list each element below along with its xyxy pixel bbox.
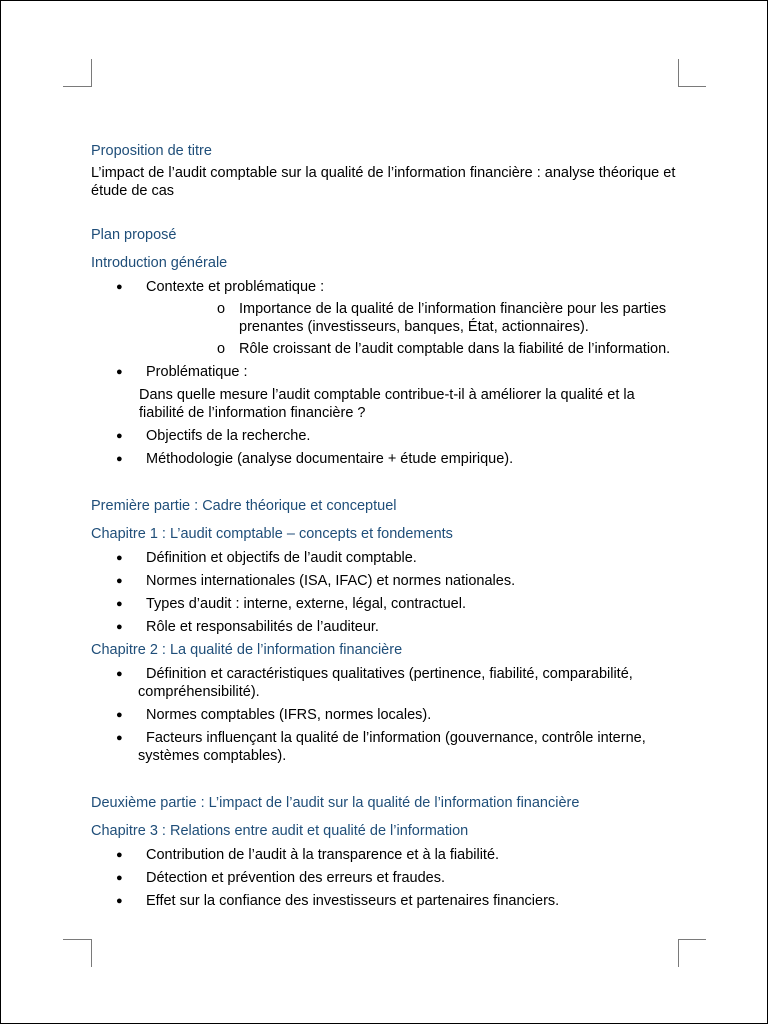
list-item-text: Effet sur la confiance des investisseurs et partenaires financiers. bbox=[146, 893, 560, 909]
bullet-icon: ● bbox=[116, 732, 123, 744]
list-item-methodology bbox=[91, 450, 681, 468]
bullet-icon: ● bbox=[116, 453, 123, 465]
list-item-context bbox=[91, 278, 681, 358]
crop-mark-top-left-vertical bbox=[91, 59, 92, 87]
bullet-icon: ● bbox=[116, 552, 123, 564]
bullet-icon: ● bbox=[116, 366, 123, 378]
context-sublist bbox=[146, 300, 681, 358]
list-item bbox=[91, 892, 681, 910]
introduction-heading: Introduction générale bbox=[91, 255, 228, 271]
list-item-text: Définition et caractéristiques qualitatives (pertinence, fiabilité, comparabilité, compréhensibilité). bbox=[138, 666, 633, 700]
list-item-text: Facteurs influençant la qualité de l’information (gouvernance, contrôle interne, systèmes comptables). bbox=[138, 730, 646, 764]
chapter2-heading: Chapitre 2 : La qualité de l’information financière bbox=[91, 642, 403, 658]
plan-label: Plan proposé bbox=[91, 227, 177, 243]
circle-bullet-icon: o bbox=[217, 301, 226, 317]
crop-mark-bottom-right-vertical bbox=[678, 939, 679, 967]
list-item-text: Problématique : bbox=[146, 364, 248, 380]
list-item-objectives bbox=[91, 427, 681, 445]
introduction-list bbox=[91, 278, 681, 381]
bullet-icon: ● bbox=[116, 668, 123, 680]
part2-heading: Deuxième partie : L’impact de l’audit sur la qualité de l’information financière bbox=[91, 795, 580, 811]
list-item-text: Définition et objectifs de l’audit comptable. bbox=[146, 550, 417, 566]
crop-mark-top-right-vertical bbox=[678, 59, 679, 87]
list-item-text: Normes internationales (ISA, IFAC) et normes nationales. bbox=[146, 573, 516, 589]
list-item bbox=[91, 618, 681, 636]
chapter1-heading: Chapitre 1 : L’audit comptable – concepts et fondements bbox=[91, 526, 453, 542]
chapter2-list bbox=[91, 665, 681, 765]
proposition-label: Proposition de titre bbox=[91, 143, 212, 159]
bullet-icon: ● bbox=[116, 709, 123, 721]
list-item-text: Rôle et responsabilités de l’auditeur. bbox=[146, 619, 379, 635]
list-item bbox=[91, 572, 681, 590]
chapter3-list bbox=[91, 846, 681, 910]
list-item bbox=[91, 595, 681, 613]
sub-list-item-text: Rôle croissant de l’audit comptable dans la fiabilité de l’information. bbox=[239, 341, 671, 357]
list-item bbox=[91, 869, 681, 887]
bullet-icon: ● bbox=[116, 849, 123, 861]
crop-mark-top-right-horizontal bbox=[678, 86, 706, 87]
list-item bbox=[91, 706, 681, 724]
bullet-icon: ● bbox=[116, 621, 123, 633]
list-item-text: Contexte et problématique : bbox=[146, 279, 325, 295]
bullet-icon: ● bbox=[116, 281, 123, 293]
list-item-text: Types d’audit : interne, externe, légal, contractuel. bbox=[146, 596, 466, 612]
chapter1-list bbox=[91, 549, 681, 636]
research-question: Dans quelle mesure l’audit comptable contribue-t-il à améliorer la qualité et la fiabilité de l’information financière ? bbox=[139, 387, 635, 421]
list-item-text: Détection et prévention des erreurs et fraudes. bbox=[146, 870, 446, 886]
list-item bbox=[91, 729, 681, 765]
list-item bbox=[91, 665, 681, 701]
sub-list-item bbox=[146, 300, 681, 336]
list-item-text: Contribution de l’audit à la transparence et à la fiabilité. bbox=[146, 847, 500, 863]
list-item-text: Normes comptables (IFRS, normes locales). bbox=[146, 707, 432, 723]
list-item bbox=[91, 846, 681, 864]
sub-list-item bbox=[146, 340, 681, 358]
crop-mark-top-left-horizontal bbox=[63, 86, 91, 87]
list-item bbox=[91, 549, 681, 567]
list-item-problem bbox=[91, 363, 681, 381]
crop-mark-bottom-right-horizontal bbox=[678, 939, 706, 940]
bullet-icon: ● bbox=[116, 598, 123, 610]
bullet-icon: ● bbox=[116, 872, 123, 884]
introduction-list-continued bbox=[91, 427, 681, 468]
crop-mark-bottom-left-horizontal bbox=[63, 939, 91, 940]
proposed-title: L’impact de l’audit comptable sur la qualité de l’information financière : analyse théorique et étude de cas bbox=[91, 165, 676, 199]
bullet-icon: ● bbox=[116, 430, 123, 442]
list-item-text: Objectifs de la recherche. bbox=[146, 428, 311, 444]
chapter3-heading: Chapitre 3 : Relations entre audit et qualité de l’information bbox=[91, 823, 469, 839]
crop-mark-bottom-left-vertical bbox=[91, 939, 92, 967]
bullet-icon: ● bbox=[116, 895, 123, 907]
bullet-icon: ● bbox=[116, 575, 123, 587]
circle-bullet-icon: o bbox=[217, 341, 226, 357]
sub-list-item-text: Importance de la qualité de l’information financière pour les parties prenantes (investisseurs, banques, État, actionnaires). bbox=[239, 301, 667, 335]
part1-heading: Première partie : Cadre théorique et conceptuel bbox=[91, 498, 397, 514]
document-body bbox=[91, 142, 681, 915]
list-item-text: Méthodologie (analyse documentaire + étude empirique). bbox=[146, 451, 514, 467]
